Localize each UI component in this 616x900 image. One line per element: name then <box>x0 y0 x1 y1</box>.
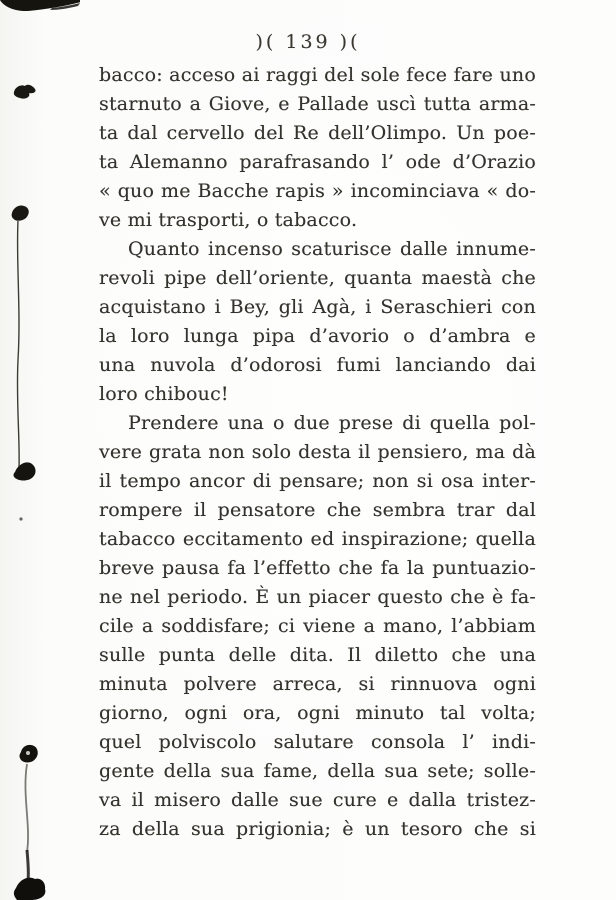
text-line: la loro lunga pipa d’avorio o d’ambra e <box>99 325 536 347</box>
scan-artifacts <box>0 0 80 900</box>
ink-blot-3 <box>14 462 36 480</box>
ink-smudge-top-tail <box>50 3 80 10</box>
text-line: gente della sua fame, della sua sete; solle- <box>99 760 536 782</box>
text-line: Prendere una o due prese di quella pol- <box>128 412 536 434</box>
text-line: vere grata non solo desta il pensiero, ma dà <box>99 441 536 463</box>
text-line: acquistano i Bey, gli Agà, i Seraschieri con <box>99 296 536 318</box>
text-line: Quanto incenso scaturisce dalle innume- <box>128 238 536 260</box>
text-line: ve mi trasporti, o tabacco. <box>99 209 358 231</box>
text-line: il tempo ancor di pensare; non si osa inter- <box>99 470 536 492</box>
ink-blot-1 <box>14 85 36 99</box>
page-number: )( 139 )( <box>255 31 361 53</box>
thread-line-2 <box>25 764 28 852</box>
ink-speck-1 <box>19 517 22 520</box>
ink-blot-2 <box>12 205 29 220</box>
text-line: giorno, ogni ora, ogni minuto tal volta; <box>99 702 536 724</box>
text-line: quel polviscolo salutare consola l’ indi- <box>99 731 536 753</box>
text-line: za della sua prigionia; è un tesoro che si <box>99 818 536 840</box>
text-line: tabacco eccitamento ed inspirazione; quella <box>99 528 536 550</box>
text-line: ta Alemanno parafrasando l’ ode d’Orazio <box>99 151 536 173</box>
text-line: sulle punta delle dita. Il diletto che una <box>99 644 536 666</box>
ink-blot-4 <box>20 745 38 763</box>
text-line: va il misero dalle sue cure e dalla tristez- <box>99 789 536 811</box>
page-text <box>99 61 536 844</box>
ink-blot-4-hole <box>26 751 30 755</box>
text-line: bacco: acceso ai raggi del sole fece fare uno <box>99 64 536 86</box>
text-line: ta dal cervello del Re dell’Olimpo. Un poe- <box>99 122 536 144</box>
text-line: una nuvola d’odorosi fumi lanciando dai <box>99 354 536 376</box>
text-line: revoli pipe dell’oriente, quanta maestà che <box>99 267 536 289</box>
text-line: rompere il pensatore che sembra trar dal <box>99 499 536 521</box>
text-line: minuta polvere arreca, si rinnuova ogni <box>99 673 536 695</box>
thread-line-2-dark <box>27 850 28 880</box>
text-line: ne nel periodo. È un piacer questo che è fa- <box>99 586 536 608</box>
text-line: loro chibouc! <box>99 383 229 405</box>
text-line: starnuto a Giove, e Pallade uscì tutta arma- <box>99 93 536 115</box>
text-line: breve pausa fa l’effetto che fa la puntuazio- <box>99 557 536 579</box>
ink-smudge-bottom <box>14 878 46 900</box>
text-line: « quo me Bacche rapis » incominciava « do- <box>99 180 536 202</box>
thread-line-1 <box>17 221 19 467</box>
text-line: cile a soddisfare; ci viene a mano, l’abbiam <box>99 615 536 637</box>
ink-smudge-top <box>0 0 80 11</box>
